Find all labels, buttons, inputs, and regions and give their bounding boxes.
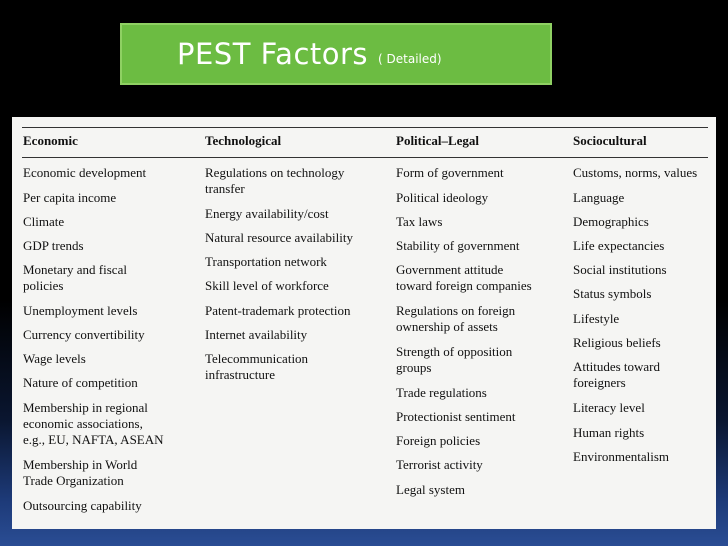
economic-item: Wage levels (23, 351, 86, 366)
economic-item: Economic development (23, 165, 147, 180)
sociocultural-item: Life expectancies (573, 238, 665, 253)
economic-item: GDP trends (23, 238, 84, 253)
sociocultural-item: Human rights (573, 425, 645, 440)
political-legal-item: Trade regulations (396, 385, 487, 400)
column-header-economic: Economic (23, 133, 78, 148)
economic-item: Nature of competition (23, 375, 138, 390)
sociocultural-item: Social institutions (573, 262, 667, 277)
economic-item: Per capita income (23, 190, 117, 205)
political-legal-item: Foreign policies (396, 433, 481, 448)
column-header-political-legal: Political–Legal (396, 133, 480, 148)
economic-item: Currency convertibility (23, 327, 145, 342)
sociocultural-item: Lifestyle (573, 311, 620, 326)
technological-item: Energy availability/cost (205, 206, 329, 221)
political-legal-item: Legal system (396, 482, 465, 497)
political-legal-item: Strength of opposition groups (396, 344, 513, 375)
sociocultural-item: Religious beliefs (573, 335, 661, 350)
sociocultural-item: Language (573, 190, 625, 205)
pest-table (12, 117, 716, 529)
sociocultural-item: Customs, norms, values (573, 165, 698, 180)
sociocultural-item: Attitudes toward foreigners (573, 359, 661, 390)
economic-item: Membership in World Trade Organization (23, 457, 138, 488)
technological-item: Regulations on technology transfer (205, 165, 345, 196)
table-header-rule (22, 157, 708, 158)
sociocultural-item: Literacy level (573, 400, 645, 415)
political-legal-item: Protectionist sentiment (396, 409, 516, 424)
political-legal-item: Tax laws (396, 214, 443, 229)
economic-item: Climate (23, 214, 65, 229)
economic-item: Outsourcing capability (23, 498, 142, 513)
technological-item: Natural resource availability (205, 230, 353, 245)
sociocultural-item: Demographics (573, 214, 649, 229)
table-top-rule (22, 127, 708, 128)
technological-item: Internet availability (205, 327, 308, 342)
political-legal-item: Terrorist activity (396, 457, 483, 472)
political-legal-item: Political ideology (396, 190, 489, 205)
economic-item: Unemployment levels (23, 303, 138, 318)
slide-title: PEST Factors (177, 37, 369, 71)
technological-item: Patent-trademark protection (205, 303, 351, 318)
economic-item: Monetary and fiscal policies (23, 262, 127, 293)
column-header-sociocultural: Sociocultural (573, 133, 647, 148)
political-legal-item: Government attitude toward foreign companies (396, 262, 532, 293)
column-header-technological: Technological (205, 133, 282, 148)
political-legal-item: Form of government (396, 165, 504, 180)
political-legal-item: Regulations on foreign ownership of assets (396, 303, 516, 334)
technological-item: Transportation network (205, 254, 327, 269)
slide-title-box (120, 23, 552, 85)
political-legal-item: Stability of government (396, 238, 520, 253)
technological-item: Skill level of workforce (205, 278, 329, 293)
sociocultural-item: Status symbols (573, 286, 652, 301)
slide-subtitle: ( Detailed) (378, 52, 442, 66)
technological-item: Telecommunication infrastructure (205, 351, 309, 382)
sociocultural-item: Environmentalism (573, 449, 670, 464)
economic-item: Membership in regional economic associations, e.g., EU, NAFTA, ASEAN (23, 400, 164, 447)
